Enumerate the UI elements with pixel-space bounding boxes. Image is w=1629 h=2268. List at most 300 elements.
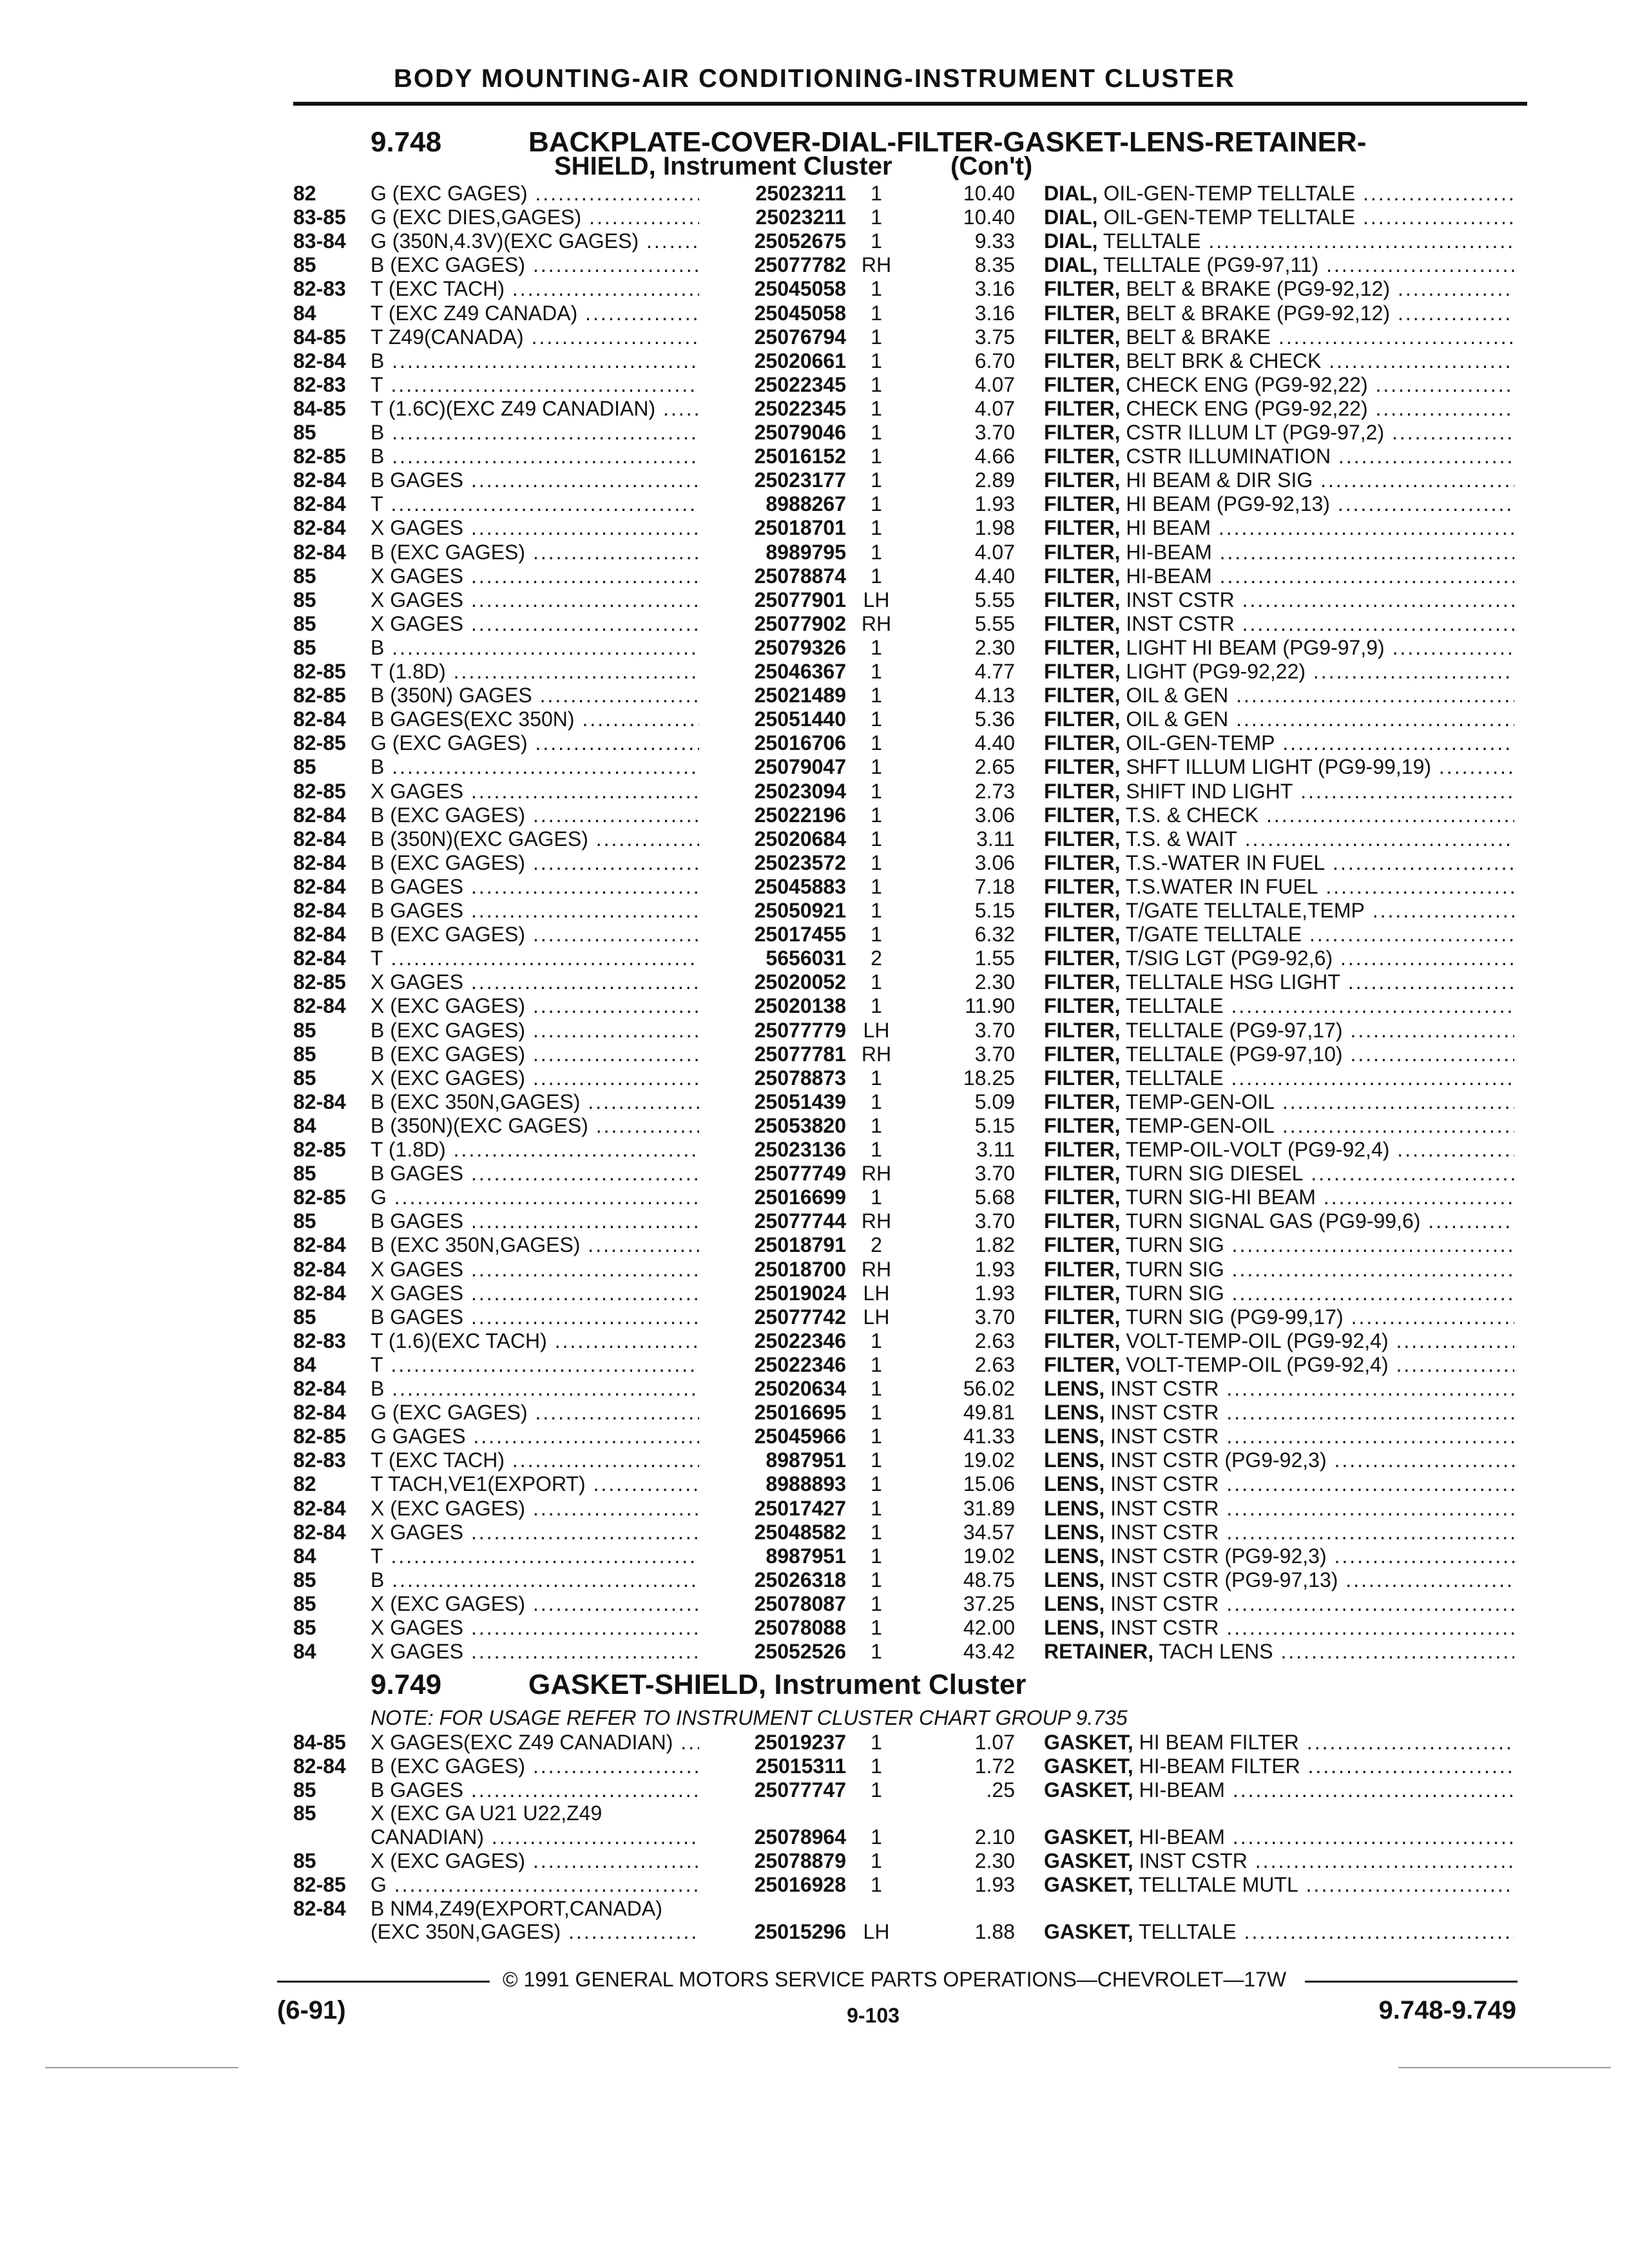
description-detail: HI-BEAM — [1120, 564, 1212, 588]
part-number: 25078873 — [699, 1066, 846, 1090]
model-years: 85 — [293, 1591, 316, 1615]
description-detail: INST CSTR — [1104, 1401, 1219, 1425]
description-noun: GASKET, — [1044, 1920, 1133, 1944]
model-years: 85 — [293, 1042, 316, 1066]
part-number: 25077747 — [699, 1778, 846, 1802]
application: G ..... — [371, 1186, 712, 1209]
part-number: 25077902 — [699, 612, 846, 636]
model-years: 83-84 — [293, 229, 346, 253]
part-number: 25048582 — [699, 1521, 846, 1544]
quantity: 1 — [871, 1401, 882, 1425]
description-detail: TEMP-GEN-OIL — [1120, 1090, 1275, 1113]
description-noun: FILTER, — [1044, 827, 1121, 850]
description-detail: OIL & GEN — [1120, 684, 1229, 707]
table-row — [0, 851, 1629, 875]
application: T ..... — [371, 947, 712, 970]
quantity: 1 — [871, 1872, 882, 1896]
part-number: 25046367 — [699, 660, 846, 684]
description-noun: FILTER, — [1044, 1352, 1121, 1376]
model-years: 85 — [293, 1066, 316, 1090]
application: B ..... — [371, 1568, 712, 1592]
part-number: 25016928 — [699, 1873, 846, 1897]
model-years: 82-85 — [293, 445, 346, 468]
quantity: 1 — [871, 1113, 882, 1137]
description — [1044, 588, 1514, 612]
model-years: 84 — [293, 1352, 316, 1376]
price: 5.68 — [974, 1186, 1015, 1209]
quantity: 1 — [871, 1520, 882, 1544]
footer-date: (6-91) — [277, 1996, 346, 2024]
description — [1044, 349, 1514, 373]
part-number: 25021489 — [699, 684, 846, 707]
model-years: 82-84 — [293, 1281, 346, 1305]
application: X GAGES ..... — [371, 970, 712, 994]
quantity: 1 — [871, 635, 882, 659]
table-row — [0, 1377, 1629, 1401]
table-row — [0, 492, 1629, 516]
quantity: 1 — [871, 1448, 882, 1472]
description-detail: TURN SIG-HI BEAM — [1120, 1186, 1316, 1209]
description — [1044, 707, 1514, 731]
table-row — [0, 445, 1629, 468]
description — [1044, 182, 1514, 206]
description-detail: INST CSTR (PG9-92,3) — [1104, 1544, 1327, 1568]
quantity: RH — [861, 611, 892, 635]
quantity: 1 — [871, 994, 882, 1018]
application: B GAGES ..... — [371, 1209, 712, 1233]
price: 3.06 — [974, 803, 1015, 827]
description-noun: FILTER, — [1044, 994, 1121, 1018]
table-row — [0, 1568, 1629, 1592]
quantity: 1 — [871, 1568, 882, 1591]
table-row — [0, 1066, 1629, 1090]
description — [1044, 1401, 1514, 1425]
price: 1.88 — [974, 1920, 1015, 1944]
price: 43.42 — [963, 1640, 1015, 1664]
page-header: BODY MOUNTING-AIR CONDITIONING-INSTRUMENT CLUSTER — [393, 64, 1236, 93]
description-noun: FILTER, — [1044, 1233, 1121, 1257]
description-detail: LIGHT (PG9-92,22) — [1120, 660, 1306, 683]
price: 3.06 — [974, 850, 1015, 874]
model-years: 82-84 — [293, 1233, 346, 1257]
application: X GAGES ..... — [371, 612, 712, 636]
description — [1044, 1377, 1514, 1401]
part-number: 25018701 — [699, 516, 846, 540]
part-number: 25020661 — [699, 349, 846, 373]
description — [1044, 731, 1514, 755]
model-years: 84 — [293, 1113, 316, 1137]
price: 2.73 — [974, 779, 1015, 803]
description-detail: TURN SIG — [1120, 1257, 1224, 1281]
description-detail: VOLT-TEMP-OIL (PG9-92,4) — [1120, 1352, 1389, 1376]
table-row — [0, 1754, 1629, 1778]
part-number: 25016706 — [699, 731, 846, 755]
application: B (350N)(EXC GAGES) ..... — [371, 1114, 712, 1138]
description — [1044, 636, 1514, 660]
application: B (EXC 350N,GAGES) ..... — [371, 1233, 712, 1257]
application: T (EXC TACH) ..... — [371, 277, 712, 301]
model-years: 84 — [293, 1640, 316, 1664]
description-noun: FILTER, — [1044, 1257, 1121, 1281]
part-number: 25015311 — [699, 1754, 846, 1778]
model-years: 85 — [293, 1778, 316, 1802]
description — [1044, 1754, 1514, 1778]
model-years: 82-85 — [293, 1872, 346, 1896]
application: B ..... — [371, 755, 712, 779]
quantity: 1 — [871, 970, 882, 994]
application: X GAGES ..... — [371, 1616, 712, 1640]
table-row — [0, 1305, 1629, 1329]
part-number: 25023211 — [699, 206, 846, 229]
table-row — [0, 899, 1629, 923]
footer-rule-right — [1305, 1981, 1518, 1983]
part-number: 25079326 — [699, 636, 846, 660]
model-years: 82-85 — [293, 1186, 346, 1209]
quantity: 1 — [871, 850, 882, 874]
part-number: 25045966 — [699, 1425, 846, 1448]
price: 3.70 — [974, 1162, 1015, 1186]
table-row — [0, 1043, 1629, 1066]
description-noun: LENS, — [1044, 1544, 1105, 1568]
model-years: 82-84 — [293, 1090, 346, 1113]
part-number: 25020684 — [699, 827, 846, 851]
description-detail: CSTR ILLUMINATION — [1120, 445, 1331, 468]
price: 4.77 — [974, 660, 1015, 683]
description-noun: GASKET, — [1044, 1872, 1133, 1896]
quantity: 1 — [871, 540, 882, 564]
model-years: 83-85 — [293, 206, 346, 229]
description — [1044, 492, 1514, 516]
model-years: 82-84 — [293, 540, 346, 564]
price: 5.36 — [974, 707, 1015, 731]
description — [1044, 612, 1514, 636]
quantity: 1 — [871, 1138, 882, 1161]
description-detail: INST CSTR — [1120, 611, 1235, 635]
table-row — [0, 636, 1629, 660]
part-number: 8989795 — [699, 541, 846, 564]
description — [1044, 1920, 1514, 1944]
description-detail: CHECK ENG (PG9-92,22) — [1120, 396, 1368, 420]
model-years: 85 — [293, 253, 316, 277]
application: G (EXC GAGES) ..... — [371, 182, 712, 206]
page-number: 9-103 — [847, 2004, 900, 2027]
application: B (350N) GAGES ..... — [371, 684, 712, 707]
quantity: 1 — [871, 325, 882, 349]
price: 1.07 — [974, 1731, 1015, 1754]
description-detail: TURN SIG DIESEL — [1120, 1162, 1304, 1186]
model-years: 85 — [293, 421, 316, 444]
description-noun: FILTER, — [1044, 445, 1121, 468]
table-row — [0, 1521, 1629, 1544]
description-noun: FILTER, — [1044, 588, 1121, 611]
application: X (EXC GAGES) ..... — [371, 1066, 712, 1090]
table-row — [0, 1162, 1629, 1186]
description-noun: FILTER, — [1044, 372, 1121, 396]
price: 3.11 — [976, 827, 1015, 850]
description-detail: OIL & GEN — [1120, 707, 1229, 731]
application: B (EXC GAGES) ..... — [371, 253, 712, 277]
description — [1044, 803, 1514, 827]
table-row — [0, 731, 1629, 755]
quantity: 1 — [871, 899, 882, 922]
description — [1044, 1497, 1514, 1521]
application: T (EXC Z49 CANADA) ..... — [371, 302, 712, 325]
quantity: 1 — [871, 779, 882, 803]
price: 19.02 — [963, 1544, 1015, 1568]
model-years: 85 — [293, 1568, 316, 1591]
quantity: 1 — [871, 206, 882, 229]
part-number: 25016152 — [699, 445, 846, 468]
description-detail: TURN SIG — [1120, 1233, 1224, 1257]
quantity: 1 — [871, 923, 882, 947]
quantity: 1 — [871, 1090, 882, 1113]
application: T Z49(CANADA) ..... — [371, 325, 712, 349]
description — [1044, 1521, 1514, 1544]
price: 49.81 — [963, 1401, 1015, 1425]
description — [1044, 1592, 1514, 1616]
part-number: 25019237 — [699, 1731, 846, 1754]
description-detail: HI-BEAM FILTER — [1133, 1754, 1300, 1778]
price: 4.40 — [974, 731, 1015, 755]
description — [1044, 1849, 1514, 1873]
description-detail: INST CSTR — [1104, 1520, 1219, 1544]
description-detail: T.S.-WATER IN FUEL — [1120, 850, 1325, 874]
description-detail: HI BEAM & DIR SIG — [1120, 468, 1313, 492]
table-row — [0, 325, 1629, 349]
description-detail: HI-BEAM — [1120, 540, 1212, 564]
description — [1044, 875, 1514, 899]
description — [1044, 1873, 1514, 1897]
application: X GAGES ..... — [371, 1282, 712, 1305]
description-noun: FILTER, — [1044, 325, 1121, 349]
quantity: 1 — [871, 1186, 882, 1209]
application: X GAGES ..... — [371, 588, 712, 612]
quantity: LH — [863, 1920, 890, 1944]
part-number: 25051439 — [699, 1090, 846, 1114]
quantity: 1 — [871, 1352, 882, 1376]
description-noun: FILTER, — [1044, 923, 1121, 947]
application: B (EXC 350N,GAGES) ..... — [371, 1090, 712, 1114]
price: 41.33 — [963, 1425, 1015, 1448]
price: 2.10 — [974, 1825, 1015, 1849]
quantity: LH — [863, 1281, 890, 1305]
description-detail: T.S.WATER IN FUEL — [1120, 874, 1318, 898]
part-number: 25051440 — [699, 707, 846, 731]
description — [1044, 1019, 1514, 1043]
part-number: 25017427 — [699, 1497, 846, 1521]
part-number: 25015296 — [699, 1920, 846, 1944]
quantity: 1 — [871, 277, 882, 301]
description — [1044, 1114, 1514, 1138]
description — [1044, 1778, 1514, 1802]
application: B ..... — [371, 445, 712, 468]
description-noun: FILTER, — [1044, 1329, 1121, 1352]
model-years: 82-85 — [293, 684, 346, 707]
quantity: 1 — [871, 396, 882, 420]
quantity: 1 — [871, 349, 882, 372]
section-number: 9.749 — [371, 1669, 442, 1700]
model-years: 82-84 — [293, 1754, 346, 1778]
part-number: 25077782 — [699, 253, 846, 277]
description-noun: FILTER, — [1044, 421, 1121, 444]
model-years: 82-85 — [293, 1425, 346, 1448]
quantity: 1 — [871, 301, 882, 325]
application: T ..... — [371, 373, 712, 397]
model-years: 84-85 — [293, 396, 346, 420]
part-number: 25022196 — [699, 803, 846, 827]
quantity: LH — [863, 1305, 890, 1329]
part-number: 25020138 — [699, 994, 846, 1018]
model-years: 82-84 — [293, 1401, 346, 1425]
price: 5.15 — [974, 899, 1015, 922]
description-detail: TELLTALE HSG LIGHT — [1120, 970, 1340, 994]
part-number: 8988267 — [699, 492, 846, 516]
part-number: 25023177 — [699, 468, 846, 492]
description-noun: FILTER, — [1044, 1138, 1121, 1161]
description — [1044, 421, 1514, 445]
application: B (EXC GAGES) ..... — [371, 1043, 712, 1066]
application: X GAGES ..... — [371, 564, 712, 588]
header-rule — [293, 102, 1527, 106]
description-noun: FILTER, — [1044, 564, 1121, 588]
description-detail: HI BEAM — [1120, 516, 1211, 540]
part-number: 25016699 — [699, 1186, 846, 1209]
description-noun: FILTER, — [1044, 349, 1121, 372]
price: 4.66 — [974, 445, 1015, 468]
table-row — [0, 1778, 1629, 1802]
description — [1044, 970, 1514, 994]
description — [1044, 827, 1514, 851]
model-years: 82-84 — [293, 827, 346, 850]
part-number: 25045058 — [699, 277, 846, 301]
table-row — [0, 803, 1629, 827]
model-years: 82-84 — [293, 1377, 346, 1400]
table-row — [0, 660, 1629, 684]
description — [1044, 1353, 1514, 1377]
description-detail: SHFT ILLUM LIGHT (PG9-99,19) — [1120, 755, 1432, 779]
quantity: 1 — [871, 1377, 882, 1400]
description — [1044, 1305, 1514, 1329]
price: 3.16 — [974, 301, 1015, 325]
quantity: 1 — [871, 1731, 882, 1754]
part-number: 25078088 — [699, 1616, 846, 1640]
table-row — [0, 516, 1629, 540]
description-noun: FILTER, — [1044, 1162, 1121, 1186]
description-noun: FILTER, — [1044, 1305, 1121, 1329]
quantity: 1 — [871, 229, 882, 253]
model-years: 85 — [293, 564, 316, 588]
model-years: 82-84 — [293, 516, 346, 540]
description — [1044, 1731, 1514, 1754]
description-noun: LENS, — [1044, 1377, 1105, 1400]
model-years: 82-85 — [293, 660, 346, 683]
description-detail: TACH LENS — [1153, 1640, 1273, 1664]
part-number: 25078879 — [699, 1849, 846, 1873]
description-detail: INST CSTR — [1120, 588, 1235, 611]
table-row — [0, 468, 1629, 492]
table-row — [0, 1849, 1629, 1873]
description-detail: TELLTALE (PG9-97,11) — [1097, 253, 1319, 277]
application: G ..... — [371, 1873, 712, 1897]
part-number: 25020634 — [699, 1377, 846, 1401]
table-row — [0, 1138, 1629, 1162]
table-row — [0, 1544, 1629, 1568]
table-row — [0, 1920, 1629, 1944]
model-years: 82 — [293, 182, 316, 205]
part-number: 25078087 — [699, 1592, 846, 1616]
application: T ..... — [371, 492, 712, 516]
application: B (EXC GAGES) ..... — [371, 851, 712, 875]
description-detail: TELLTALE — [1133, 1920, 1237, 1944]
model-years: 82-84 — [293, 1896, 346, 1920]
price: 5.55 — [974, 588, 1015, 611]
application: T (1.6)(EXC TACH) ..... — [371, 1329, 712, 1353]
quantity: 1 — [871, 182, 882, 205]
application: B GAGES ..... — [371, 1162, 712, 1186]
price: 2.65 — [974, 755, 1015, 779]
application: G (350N,4.3V)(EXC GAGES) ..... — [371, 229, 712, 253]
table-row — [0, 827, 1629, 851]
quantity: 1 — [871, 1591, 882, 1615]
part-number: 25016695 — [699, 1401, 846, 1425]
application: CANADIAN) ..... — [371, 1825, 712, 1849]
description-noun: FILTER, — [1044, 468, 1121, 492]
description-noun: FILTER, — [1044, 660, 1121, 683]
model-years: 82-83 — [293, 1329, 346, 1352]
application: X (EXC GA U21 U22,Z49 — [371, 1802, 602, 1825]
part-number: 25078964 — [699, 1825, 846, 1849]
application: X GAGES ..... — [371, 516, 712, 540]
part-number: 25023136 — [699, 1138, 846, 1162]
section-title: BACKPLATE-COVER-DIAL-FILTER-GASKET-LENS-RETAINER- — [528, 126, 1367, 158]
table-row — [0, 1353, 1629, 1377]
description-detail: TELLTALE (PG9-97,10) — [1120, 1042, 1343, 1066]
price: 5.09 — [974, 1090, 1015, 1113]
table-row — [0, 182, 1629, 206]
description — [1044, 564, 1514, 588]
application: X (EXC GAGES) ..... — [371, 994, 712, 1018]
application: B (EXC GAGES) ..... — [371, 923, 712, 947]
description-detail: TELLTALE — [1097, 229, 1201, 253]
description-noun: FILTER, — [1044, 970, 1121, 994]
table-row — [0, 302, 1629, 325]
description-noun: FILTER, — [1044, 516, 1121, 540]
quantity: 1 — [871, 421, 882, 444]
model-years: 82-83 — [293, 277, 346, 301]
description-detail: SHIFT IND LIGHT — [1120, 779, 1293, 803]
price: 31.89 — [963, 1496, 1015, 1520]
description-detail: CSTR ILLUM LT (PG9-97,2) — [1120, 421, 1385, 444]
description-noun: FILTER, — [1044, 1018, 1121, 1042]
table-row — [0, 684, 1629, 707]
description — [1044, 373, 1514, 397]
description-noun: LENS, — [1044, 1568, 1105, 1591]
table-row — [0, 421, 1629, 445]
table-row — [0, 707, 1629, 731]
description-detail: OIL-GEN-TEMP TELLTALE — [1097, 206, 1356, 229]
quantity: RH — [861, 253, 892, 277]
description — [1044, 1282, 1514, 1305]
model-years: 82-84 — [293, 994, 346, 1018]
price: 1.72 — [974, 1754, 1015, 1778]
quantity: 1 — [871, 660, 882, 683]
description-noun: FILTER, — [1044, 396, 1121, 420]
price: 6.70 — [974, 349, 1015, 372]
part-number: 25020052 — [699, 970, 846, 994]
description — [1044, 516, 1514, 540]
application: T ..... — [371, 1544, 712, 1568]
description-detail: INST CSTR (PG9-97,13) — [1104, 1568, 1338, 1591]
